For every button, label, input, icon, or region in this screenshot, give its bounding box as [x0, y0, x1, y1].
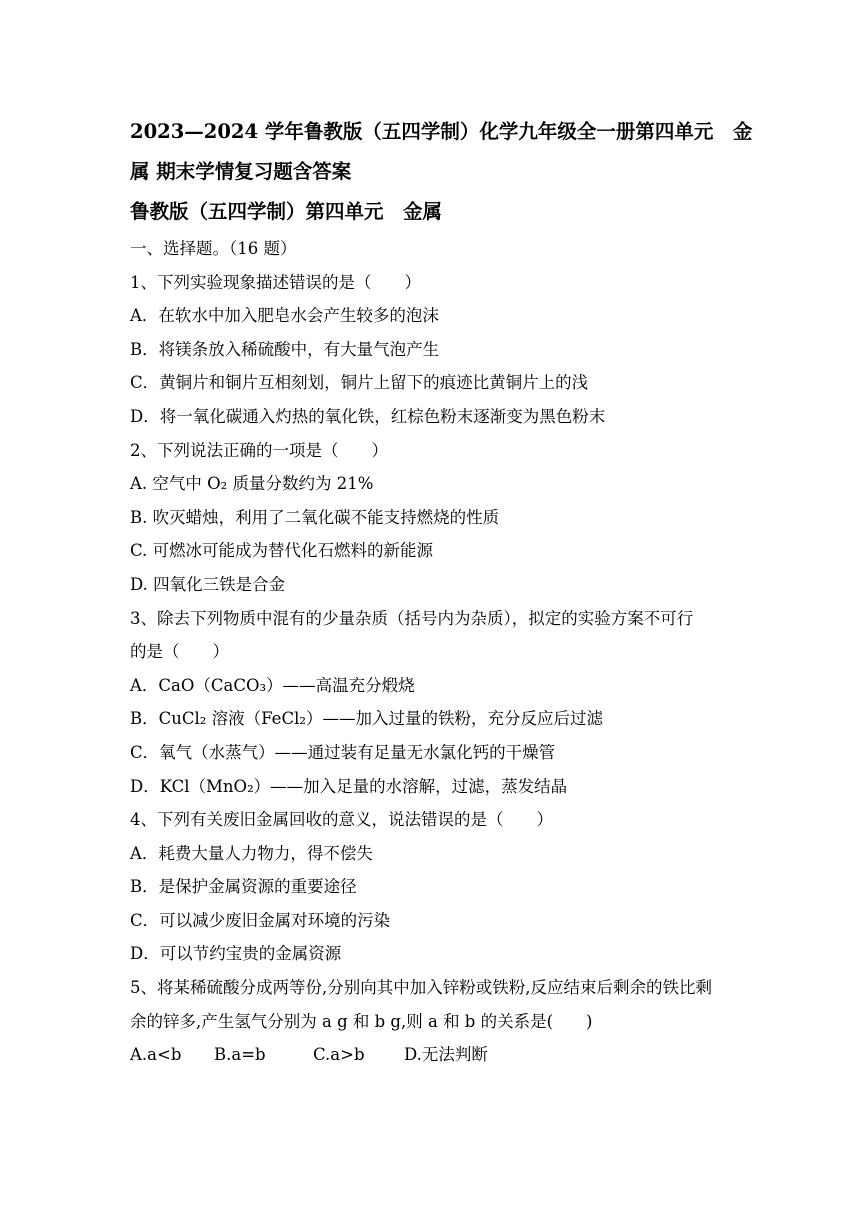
document-content [130, 112, 753, 1072]
question-1-stem: 1、下列实验现象描述错误的是（ ） [130, 272, 421, 292]
question-1-option-b: B．将镁条放入稀硫酸中，有大量气泡产生 [130, 339, 440, 359]
question-2-option-b: B. 吹灭蜡烛，利用了二氧化碳不能支持燃烧的性质 [130, 507, 500, 527]
question-3-option-b: B．CuCl₂ 溶液（FeCl₂）——加入过量的铁粉，充分反应后过滤 [130, 709, 603, 729]
question-5-stem-line-1: 5、将某稀硫酸分成两等份,分别向其中加入锌粉或铁粉,反应结束后剩余的铁比剩 [130, 978, 712, 998]
unit-subtitle: 鲁教版（五四学制）第四单元 金属 [130, 200, 443, 223]
question-2-option-d: D. 四氧化三铁是合金 [130, 574, 286, 594]
question-4-option-b: B．是保护金属资源的重要途径 [130, 877, 357, 897]
question-5-option-c: C.a>b [313, 1045, 365, 1065]
question-2-option-c: C. 可燃冰可能成为替代化石燃料的新能源 [130, 541, 434, 561]
question-4-option-d: D．可以节约宝贵的金属资源 [130, 944, 342, 964]
question-5-option-a: A.a<b [130, 1045, 182, 1065]
question-5-option-d: D.无法判断 [404, 1045, 488, 1065]
question-2-stem: 2、下列说法正确的一项是（ ） [130, 440, 388, 460]
question-5-stem-line-2: 余的锌多,产生氢气分别为 a g 和 b g,则 a 和 b 的关系是( ) [130, 1011, 593, 1031]
question-4-option-a: A．耗费大量人力物力，得不偿失 [130, 843, 373, 863]
question-3-stem-line-1: 3、除去下列物质中混有的少量杂质（括号内为杂质），拟定的实验方案不可行 [130, 608, 694, 628]
document-title-line-2: 属 期末学情复习题含答案 [130, 160, 352, 183]
section-heading: 一、选择题。（16 题） [130, 239, 297, 258]
question-5-option-b: B.a=b [214, 1045, 266, 1065]
question-3-option-a: A．CaO（CaCO₃）——高温充分煅烧 [130, 675, 415, 695]
question-4-option-c: C．可以减少废旧金属对环境的污染 [130, 910, 391, 930]
question-1-option-c: C．黄铜片和铜片互相刻划，铜片上留下的痕迹比黄铜片上的浅 [130, 373, 589, 393]
question-3-option-c: C．氧气（水蒸气）——通过装有足量无水氯化钙的干燥管 [130, 742, 556, 762]
question-3-option-d: D．KCl（MnO₂）——加入足量的水溶解，过滤，蒸发结晶 [130, 776, 568, 796]
question-1-option-d: D．将一氧化碳通入灼热的氧化铁，红棕色粉末逐渐变为黑色粉末 [130, 406, 606, 426]
question-3-stem-line-2: 的是（ ） [130, 642, 229, 662]
question-2-option-a: A. 空气中 O₂ 质量分数约为 21% [130, 474, 374, 494]
question-1-option-a: A．在软水中加入肥皂水会产生较多的泡沫 [130, 306, 439, 326]
document-title-line-1: 2023—2024 学年鲁教版（五四学制）化学九年级全一册第四单元 金 [130, 120, 753, 143]
question-4-stem: 4、下列有关废旧金属回收的意义，说法错误的是（ ） [130, 810, 553, 830]
question-5-options [130, 1038, 740, 1072]
